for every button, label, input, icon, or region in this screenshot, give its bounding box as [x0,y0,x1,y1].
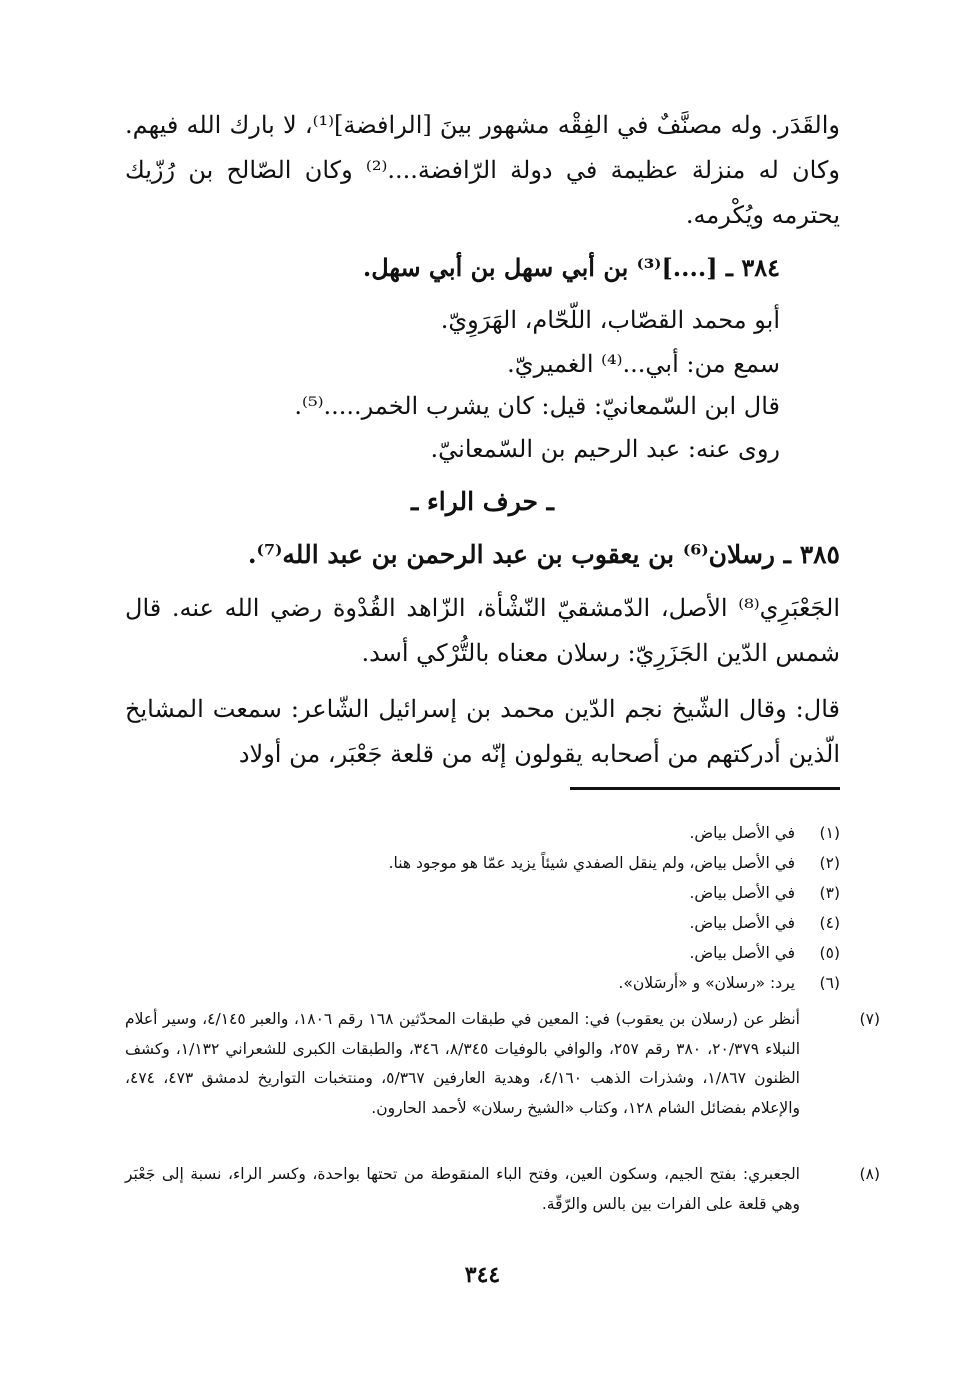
footnote-text: يرد: «رسلان» و «أرسَلان». [618,974,796,992]
entry-384-line-1: أبو محمد القصّاب، اللّحّام، الهَرَوِيّ. [440,306,780,334]
footnote-2 [125,848,840,878]
footnote-text: الجعبري: بفتح الجيم، وسكون العين، وفتح الباء المنقوطة من تحتها بواحدة، وكسر الراء، نسبة إلى جَعْبَر وهي قلعة على الفرات بين بالس والرّقّة. [125,1165,800,1213]
footnote-number: (٣) [819,884,840,902]
entry-384-line-4: روى عنه: عبد الرحيم بن السّمعانيّ. [430,435,780,463]
entry-385-paragraph-1: الجَعْبَرِي⁽⁸⁾ الأصل، الدّمشقيّ النّشْأة، الزّاهد القُدْوة رضي الله عنه. قال شمس الدّين الجَزَرِيّ: رسلان معناه بالتُّرْكي أسد. [125,594,840,667]
paragraph-continuation: والقَدَر. وله مصنَّفٌ في الفِقْه مشهور بينَ [الرافضة]⁽¹⁾، لا بارك الله فيهم. وكان له منزلة عظيمة في دولة الرّافضة....⁽²⁾ وكان الصّالح بن رُزّيك يحترمه ويُكْرمه. [125,111,840,229]
footnote-number: (٧) [859,1010,880,1028]
footnote-5 [125,938,840,968]
footnote-3 [125,878,840,908]
footnote-number: (١) [819,824,840,842]
page-number: ٣٤٤ [464,1262,501,1288]
footnote-number: (٦) [819,974,840,992]
footnote-number: (٨) [859,1165,880,1183]
footnote-text: في الأصل بياض. [689,884,796,902]
entry-385-paragraph-2: قال: وقال الشّيخ نجم الدّين محمد بن إسرائيل الشّاعر: سمعت المشايخ الّذين أدركتهم من أصحابه يقولون إنّه من قلعة جَعْبَر، من أولاد [125,695,840,768]
footnote-6 [125,968,840,998]
footnote-number: (٤) [819,914,840,932]
section-heading: ـ حرف الراء ـ [411,487,554,516]
footnote-text: أنظر عن (رسلان بن يعقوب) في: المعين في طبقات المحدّثين ١٦٨ رقم ١٨٠٦، والعبر ٤/١٤٥، وسير أعلام النبلاء ٢٠/٣٧٩، ٣٨٠ رقم ٢٥٧، والوافي بالوفيات ٨/٣٤٥، ٣٤٦، والطبقات الكبرى للشعراني ١/١٣٢، وكشف الظنون ١/٨٦٧، وشذرات الذهب ٤/١٦٠، وهدية العارفين ٥/٣٦٧، ومنتخبات التواريخ لدمشق ٤٧٣، ٤٧٤، والإعلام بفضائل الشام ١٢٨، وكتاب «الشيخ رسلان» لأحمد الحارون. [125,1010,800,1117]
entry-384-title: ٣٨٤ ـ [....]⁽³⁾ بن أبي سهل بن أبي سهل. [362,253,780,282]
entry-384-line-3: قال ابن السّمعانيّ: قيل: كان يشرب الخمر.....⁽⁵⁾. [294,392,780,420]
footnote-text: في الأصل بياض. [689,824,796,842]
footnote-text: في الأصل بياض، ولم ينقل الصفدي شيئاً يزيد عمّا هو موجود هنا. [388,854,796,872]
footnote-4 [125,908,840,938]
footnote-8 [125,1160,880,1219]
footnote-number: (٥) [819,944,840,962]
footnote-7 [125,1005,880,1123]
footnote-separator [570,787,840,790]
footnote-text: في الأصل بياض. [689,914,796,932]
footnote-text: في الأصل بياض. [689,944,796,962]
footnote-1 [125,818,840,848]
entry-385-title: ٣٨٥ ـ رسلان⁽⁶⁾ بن يعقوب بن عبد الرحمن بن عبد الله⁽⁷⁾. [247,540,840,569]
footnote-number: (٢) [819,854,840,872]
entry-384-line-2: سمع من: أبي...⁽⁴⁾ الغميريّ. [507,350,780,378]
